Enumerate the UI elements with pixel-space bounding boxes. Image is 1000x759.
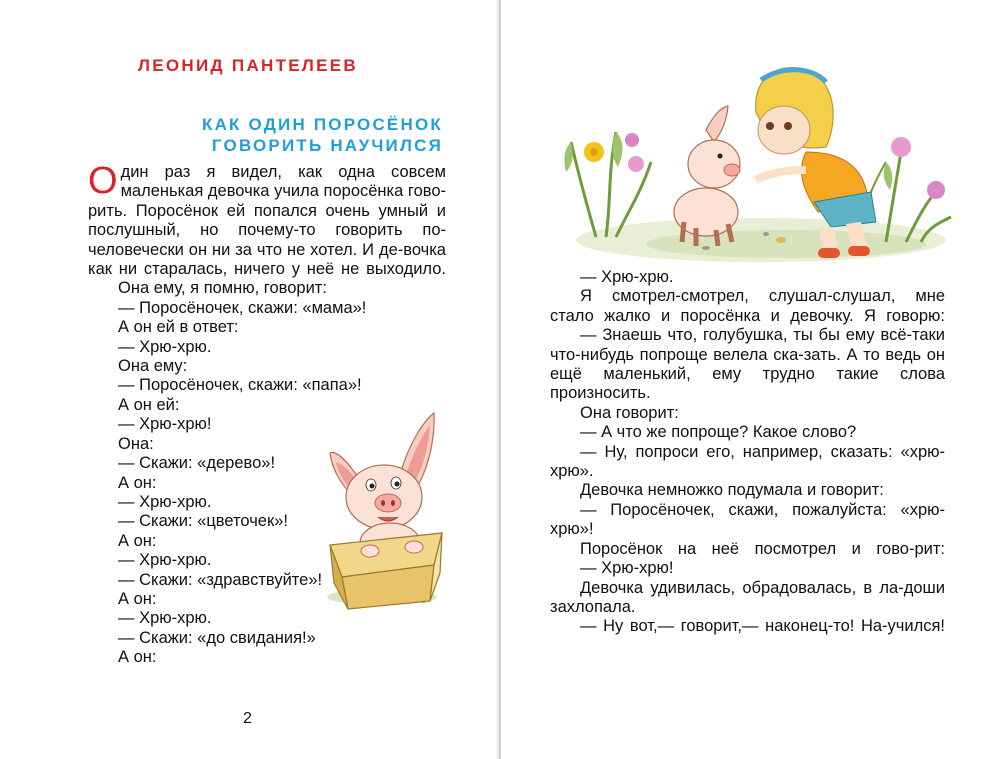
- story-paragraph: — Знаешь что, голубушка, ты бы ему всё-таки что-нибудь попроще велела ска-зать. А то ведь он ещё маленький, ему трудно такие слова произносить.: [550, 326, 945, 403]
- meadow-ground: [576, 218, 946, 262]
- story-paragraph: Я смотрел-смотрел, слушал-слушал, мне стало жалко и поросёнка и девочку. Я говорю:: [550, 287, 945, 325]
- story-paragraph: — Поросёночек, скажи, пожалуйста: «хрю-хрю»!: [550, 500, 945, 539]
- dialogue-line: Она:: [118, 434, 154, 453]
- dialogue-line: — Хрю-хрю.: [118, 492, 212, 511]
- dialogue-line: А он ей:: [118, 395, 180, 414]
- dialogue-line: Она ему, я помню, говорит:: [118, 279, 327, 298]
- dialogue-line: А он:: [118, 648, 157, 667]
- dialogue-line: — Скажи: «здравствуйте»!: [118, 570, 323, 589]
- intro-paragraph: [88, 160, 446, 279]
- story-paragraph: Поросёнок на неё посмотрел и гово-рит:: [580, 539, 945, 558]
- dialogue-line: А он:: [118, 531, 157, 550]
- story-paragraph: Девочка немножко подумала и говорит:: [580, 481, 884, 500]
- dialogue-line: — Хрю-хрю.: [118, 337, 212, 356]
- story-title: [202, 114, 443, 156]
- dialogue-line: А он:: [118, 589, 157, 608]
- author-name: ЛЕОНИД ПАНТЕЛЕЕВ: [138, 56, 358, 75]
- intro-text: дин раз я видел, как одна совсем маленькая девочка учила поросёнка гово-рить. Поросёнок ей попался очень умный и послушный, но почему-то говорить по-человечески он ни за что не хотел. И де-вочка как ни старалась, ничего у неё не выходило.: [88, 163, 446, 279]
- cardboard-box: [330, 533, 442, 609]
- right-page: [501, 0, 1000, 759]
- story-paragraph: — Ну, попроси его, например, сказать: «хрю-хрю».: [550, 442, 945, 481]
- dialogue-line: А он ей в ответ:: [118, 318, 239, 337]
- dialogue-line: — Хрю-хрю.: [118, 609, 212, 628]
- dialogue-line: — Хрю-хрю!: [118, 415, 212, 434]
- left-page: [0, 0, 499, 759]
- story-paragraph: — Хрю-хрю.: [580, 268, 674, 286]
- story-paragraph: Девочка удивилась, обрадовалась, в ла-доши захлопала.: [550, 578, 945, 616]
- dialogue-line: А он:: [118, 473, 157, 492]
- story-title-line-2: ГОВОРИТЬ НАУЧИЛСЯ: [211, 136, 443, 155]
- story-paragraph: Она говорит:: [580, 403, 679, 422]
- story-title-line-1: КАК ОДИН ПОРОСЁНОК: [202, 115, 443, 134]
- dialogue-line: — Поросёночек, скажи: «папа»!: [118, 376, 362, 395]
- right-page-text: [550, 268, 945, 637]
- pig-snout: [375, 494, 401, 512]
- dialogue-line: — Поросёночек, скажи: «мама»!: [118, 298, 367, 317]
- dialogue-line: — Скажи: «дерево»!: [118, 454, 276, 473]
- story-paragraph: — А что же попроще? Какое слово?: [580, 423, 857, 442]
- drop-cap: О: [88, 160, 118, 202]
- dialogue-line: — Скажи: «цветочек»!: [118, 512, 288, 531]
- dialogue-line: — Скажи: «до свидания!»: [118, 628, 316, 647]
- small-pig: [674, 106, 740, 246]
- story-paragraph: — Ну вот,— говорит,— наконец-то! На-учился!: [580, 617, 945, 636]
- page-number: 2: [243, 710, 252, 727]
- girl-and-piglet-illustration: [556, 52, 956, 277]
- dialogue-line: Она ему:: [118, 357, 188, 376]
- piglet-in-box-illustration: [322, 405, 462, 625]
- dialogue-line: — Хрю-хрю.: [118, 551, 212, 570]
- story-paragraph: — Хрю-хрю!: [580, 559, 674, 578]
